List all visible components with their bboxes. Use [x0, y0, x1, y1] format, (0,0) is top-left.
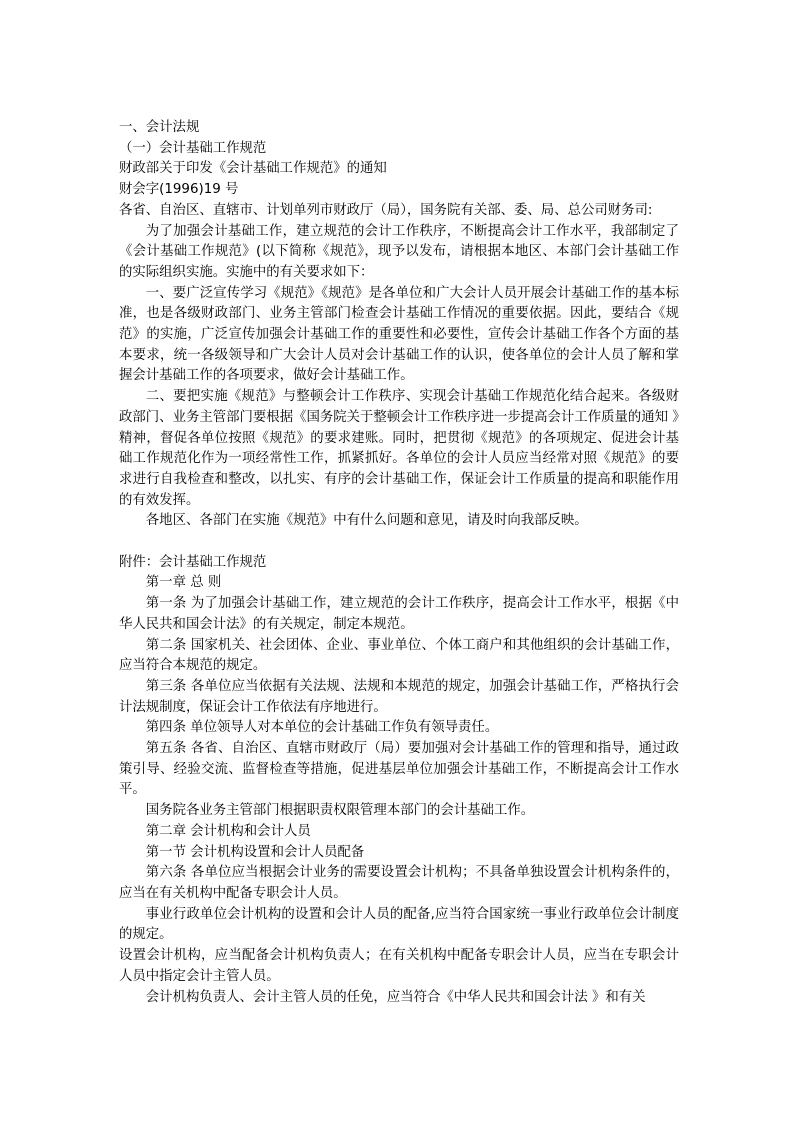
feedback-paragraph: 各地区、各部门在实施《规范》中有什么问题和意见，请及时向我部反映。: [145, 513, 588, 529]
requirement-2-paragraph: 二、要把实施《规范》与整顿会计工作秩序、实现会计基础工作规范化结合起来。各级财政部门、业务主管部门要根据《国务院关于整顿会计工作秩序进一步提高会计工作质量的通知 》精神，督促各单位按照《规范》的要求建账。同时，把贯彻《规范》的各项规定、促进会计基础工作规范化作为一项经常性工作，抓紧抓好。各单位的会计人员应当经常对照《规范》的要求进行自我检查和整改，以扎实、有序的会计基础工作，保证会计工作质量的提高和职能作用的有效发挥。: [119, 389, 679, 508]
notice-title: 财政部关于印发《会计基础工作规范》的通知: [119, 161, 387, 177]
state-council-paragraph: 国务院各业务主管部门根据职责权限管理本部门的会计基础工作。: [145, 803, 535, 819]
intro-paragraph: 为了加强会计基础工作，建立规范的会计工作秩序，不断提高会计工作水平，我部制定了《会计基础工作规范》(以下简称《规范》，现予以发布，请根据本地区、本部门会计基础工作的实际组织实施。实施中的有关要求如下：: [119, 223, 679, 280]
requirement-1-paragraph: 一、要广泛宣传学习《规范》《规范》是各单位和广大会计人员开展会计基础工作的基本标准，也是各级财政部门、业务主管部门检查会计基础工作情况的重要依据。因此，要结合《规范》的实施，广泛宣传加强会计基础工作的重要性和必要性，宣传会计基础工作各个方面的基本要求，统一各级领导和广大会计人员对会计基础工作的认识，使各单位的会计人员了解和掌握会计基础工作的各项要求，做好会计基础工作。: [119, 285, 679, 384]
article-4: 第四条 单位领导人对本单位的会计基础工作负有领导责任。: [145, 720, 499, 736]
section-1-title: 第一节 会计机构设置和会计人员配备: [145, 844, 365, 860]
heading-accounting-regulations: 一、会计法规: [119, 120, 200, 135]
article-6: 第六条 各单位应当根据会计业务的需要设置会计机构；不具备单独设置会计机构条件的，应当在有关机构中配备专职会计人员。: [119, 865, 679, 901]
chapter-1-title: 第一章 总 则: [145, 575, 222, 591]
article-2: 第二条 国家机关、社会团体、企业、事业单位、个体工商户和其他组织的会计基础工作，应当符合本规范的规定。: [119, 637, 679, 674]
attachment-title: 附件：会计基础工作规范: [119, 554, 267, 570]
supervisor-paragraph: 设置会计机构，应当配备会计机构负责人；在有关机构中配备专职会计人员，应当在专职会计人员中指定会计主管人员。: [119, 948, 679, 984]
document-page: [119, 118, 679, 1008]
document-number: 财会字(1996)19 号: [119, 182, 239, 198]
article-1: 第一条 为了加强会计基础工作，建立规范的会计工作秩序，提高会计工作水平，根据《中华人民共和国会计法》的有关规定，制定本规范。: [119, 596, 679, 632]
article-5: 第五条 各省、自治区、直辖市财政厅（局）要加强对会计基础工作的管理和指导，通过政策引导、经验交流、监督检查等措施，促进基层单位加强会计基础工作，不断提高会计工作水平。: [119, 741, 679, 798]
blank-line: [119, 532, 679, 553]
addressees: 各省、自治区、直辖市、计划单列市财政厅（局），国务院有关部、委、局、总公司财务司:: [119, 202, 653, 218]
public-institution-paragraph: 事业行政单位会计机构的设置和会计人员的配备,应当符合国家统一事业行政单位会计制度的规定。: [119, 906, 679, 943]
chapter-2-title: 第二章 会计机构和会计人员: [145, 823, 311, 839]
heading-basic-work-norms: （一）会计基础工作规范: [119, 140, 267, 156]
appointment-paragraph: 会计机构负责人、会计主管人员的任免，应当符合《中华人民共和国会计法 》和有关: [145, 989, 646, 1005]
article-3: 第三条 各单位应当依据有关法规、法规和本规范的规定，加强会计基础工作，严格执行会计法规制度，保证会计工作依法有序地进行。: [119, 678, 679, 715]
